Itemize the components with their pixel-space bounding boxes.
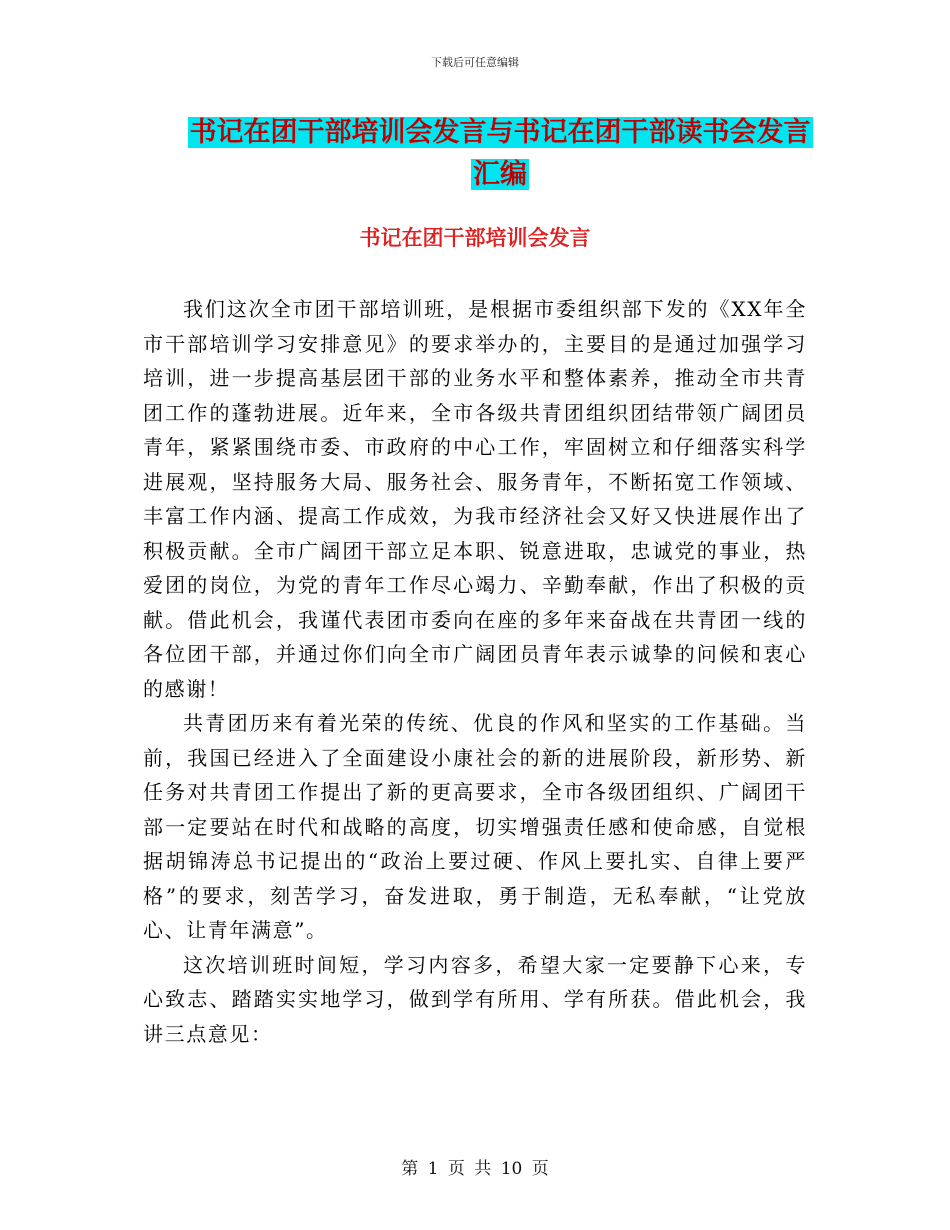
paragraph: 共青团历来有着光荣的传统、优良的作风和坚实的工作基础。当前，我国已经进入了全面建设小康社会的新的进展阶段，新形势、新任务对共青团工作提出了新的更高要求，全市各级团组织、广阔团干部一定要站在时代和战略的高度，切实增强责任感和使命感，自觉根据胡锦涛总书记提出的“政治上要过硬、作风上要扎实、自律上要严格”的要求，刻苦学习，奋发进取，勇于制造，无私奉献，“让党放心、让青年满意”。 [143,711,807,942]
document-title [140,112,860,196]
section-title: 书记在团干部培训会发言 [359,226,591,250]
document-body [143,292,807,1051]
paragraph: 这次培训班时间短，学习内容多，希望大家一定要静下心来，专心致志、踏踏实实地学习，做到学有所用、学有所获。借此机会，我讲三点意见： [143,952,807,1046]
paragraph: 我们这次全市团干部培训班，是根据市委组织部下发的《XX年全市干部培训学习安排意见》的要求举办的，主要目的是通过加强学习培训，进一步提高基层团干部的业务水平和整体素养，推动全市共青团工作的蓬勃进展。近年来，全市各级共青团组织团结带领广阔团员青年，紧紧围绕市委、市政府的中心工作，牢固树立和仔细落实科学进展观，坚持服务大局、服务社会、服务青年，不断拓宽工作领域、丰富工作内涵、提高工作成效，为我市经济社会又好又快进展作出了积极贡献。全市广阔团干部立足本职、锐意进取，忠诚党的事业，热爱团的岗位，为党的青年工作尽心竭力、辛勤奉献，作出了积极的贡献。借此机会，我谨代表团市委向在座的多年来奋战在共青团一线的各位团干部，并通过你们向全市广阔团员青年表示诚挚的问候和衷心的感谢！ [143,297,807,701]
header-note: 下载后可任意编辑 [431,56,519,69]
document-title-line2: 汇编 [473,159,527,190]
page-number: 第 1 页 共 10 页 [401,1159,549,1179]
document-title-line1: 书记在团干部培训会发言与书记在团干部读书会发言 [189,117,811,148]
